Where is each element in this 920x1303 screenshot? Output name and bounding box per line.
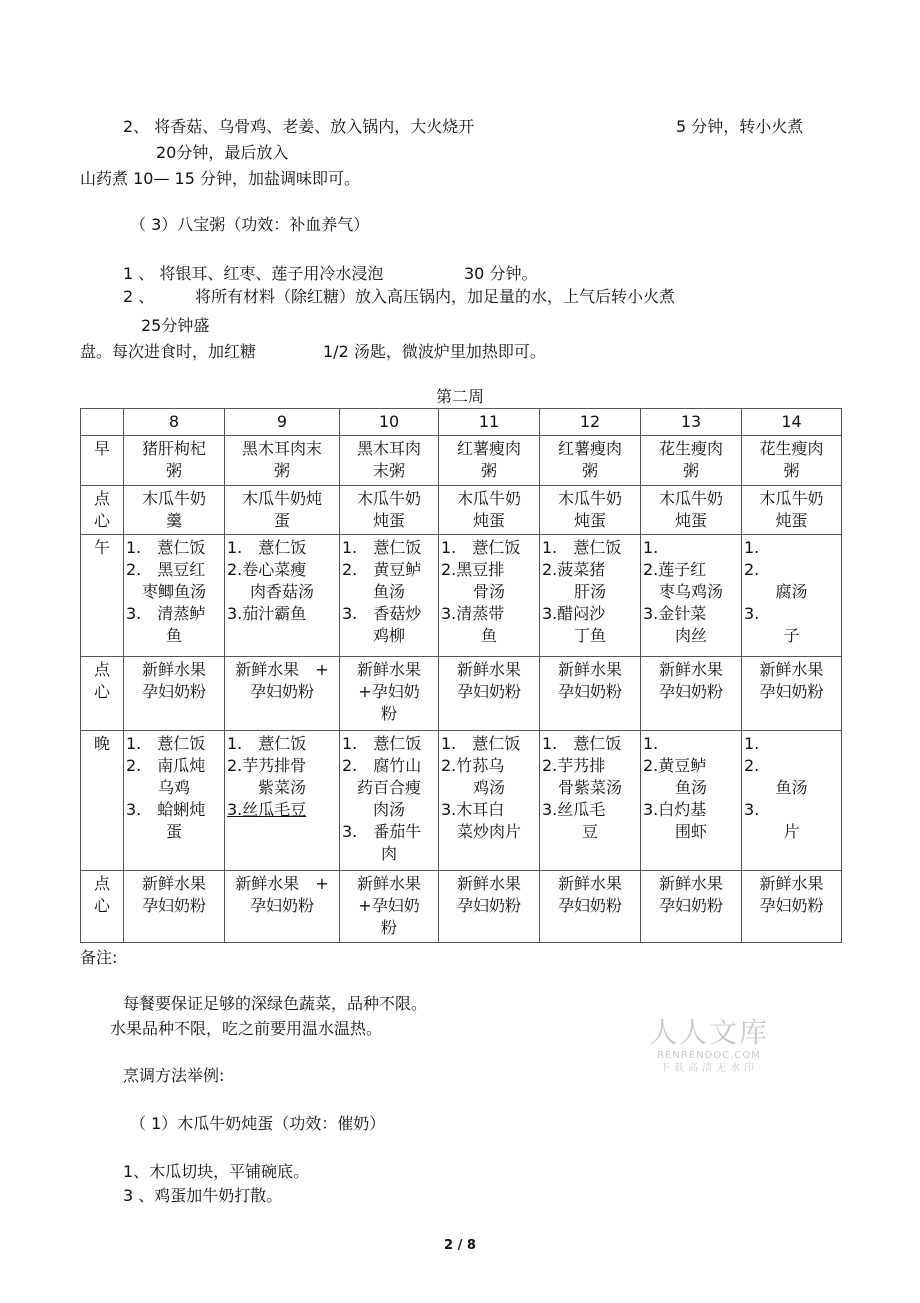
corner-cell	[81, 409, 124, 436]
menu-cell	[124, 731, 225, 871]
menu-item-text: 骨汤	[472, 582, 505, 601]
menu-item-text: 豆	[581, 822, 598, 841]
menu-item-text: 3. 蛤蜊炖	[126, 800, 206, 819]
menu-cell	[340, 871, 439, 943]
menu-cell	[439, 731, 540, 871]
day-header: 8	[124, 409, 225, 436]
menu-item-text: 孕妇奶粉	[141, 682, 206, 701]
menu-cell	[225, 731, 340, 871]
menu-cell	[439, 486, 540, 535]
menu-item-text: 木瓜牛奶	[356, 489, 421, 508]
menu-cell	[742, 657, 842, 731]
menu-item-text: 3.丝瓜毛	[542, 800, 606, 819]
menu-item-text: 肉丝	[674, 626, 707, 645]
menu-item-text: 肉汤	[372, 800, 405, 819]
menu-item-text: 花生瘦肉	[658, 439, 723, 458]
menu-item-text: 鸡汤	[472, 778, 505, 797]
menu-item-text: 孕妇奶粉	[456, 896, 521, 915]
menu-item-text: 新鲜水果	[658, 874, 723, 893]
menu-item-text: 木瓜牛奶	[557, 489, 622, 508]
menu-cell	[540, 486, 641, 535]
menu-item-text: 子	[783, 626, 800, 645]
menu-item-text: 3.清蒸带	[441, 604, 505, 623]
menu-cell	[225, 436, 340, 486]
day-header: 14	[742, 409, 842, 436]
menu-cell	[742, 871, 842, 943]
meal-label	[81, 535, 124, 657]
menu-item-text: 3.茄汁霸鱼	[227, 604, 307, 623]
recipe-1-step-3: 3 、鸡蛋加牛奶打散。	[123, 1186, 283, 1205]
menu-item-text: 孕妇奶粉	[759, 896, 824, 915]
menu-cell	[124, 657, 225, 731]
menu-cell	[540, 871, 641, 943]
menu-cell	[439, 436, 540, 486]
menu-item-text: 新鲜水果	[356, 660, 421, 679]
menu-item-text: 新鲜水果	[456, 874, 521, 893]
menu-item-text: 2. 黄豆鲈	[342, 560, 422, 579]
menu-cell	[742, 535, 842, 657]
menu-item-text: 新鲜水果	[557, 660, 622, 679]
menu-item-text: +孕妇奶	[358, 682, 420, 701]
meal-label	[81, 871, 124, 943]
menu-item-text: 2.黑豆排	[441, 560, 505, 579]
menu-item-text: 鱼汤	[674, 778, 707, 797]
table-row	[81, 535, 842, 657]
menu-item-text: 新鲜水果	[759, 874, 824, 893]
menu-item-text: 蛋	[273, 511, 290, 530]
menu-item-text: 粉	[380, 704, 397, 723]
header-row	[81, 409, 842, 436]
menu-item-text: 羹	[165, 511, 182, 530]
menu-item-text: 腐汤	[775, 582, 808, 601]
menu-cell	[540, 657, 641, 731]
menu-item-text: 蛋	[165, 822, 182, 841]
menu-item-text: 鱼汤	[775, 778, 808, 797]
menu-item-text: 2.芋艿排骨	[227, 756, 307, 775]
menu-cell	[540, 731, 641, 871]
menu-cell	[641, 731, 742, 871]
menu-cell	[641, 657, 742, 731]
menu-cell	[641, 871, 742, 943]
menu-item-text: 粥	[273, 461, 290, 480]
menu-item-text: 粉	[380, 918, 397, 937]
menu-cell	[124, 486, 225, 535]
meal-plan-table	[80, 408, 842, 943]
menu-item-text: 3.木耳白	[441, 800, 505, 819]
step-2-text-cont: 5 分钟，转小火煮	[676, 117, 804, 136]
menu-item-text: 1.	[744, 734, 760, 753]
menu-item-text: 紫菜汤	[257, 778, 306, 797]
method-title: 烹调方法举例:	[123, 1066, 225, 1085]
menu-item-text: 2. 腐竹山	[342, 756, 422, 775]
meal-label	[81, 486, 124, 535]
menu-item-text: 孕妇奶粉	[557, 896, 622, 915]
menu-item-text: 2.黄豆鲈	[643, 756, 707, 775]
menu-item-text: 花生瘦肉	[759, 439, 824, 458]
menu-item-text: 炖蛋	[372, 511, 405, 530]
recipe-3-step-1-cont: 30 分钟。	[464, 264, 538, 283]
menu-item-text: 末粥	[372, 461, 405, 480]
menu-item-text: 粥	[581, 461, 598, 480]
menu-item-text: 新鲜水果	[658, 660, 723, 679]
menu-item-text: 乌鸡	[157, 778, 190, 797]
table-row	[81, 486, 842, 535]
menu-item-text: 孕妇奶粉	[557, 682, 622, 701]
menu-cell	[540, 436, 641, 486]
menu-item-text: 枣乌鸡汤	[658, 582, 723, 601]
menu-item-text: 2.竹荪乌	[441, 756, 505, 775]
step-2-text-cont3: 山药煮 10— 15 分钟，加盐调味即可。	[80, 169, 360, 188]
table-row	[81, 731, 842, 871]
menu-cell	[439, 871, 540, 943]
menu-item-text: 2.	[744, 756, 760, 775]
menu-item-text: 孕妇奶粉	[759, 682, 824, 701]
menu-item-text: 2.芋艿排	[542, 756, 606, 775]
menu-cell	[124, 436, 225, 486]
menu-cell	[641, 436, 742, 486]
meal-label-text: 点	[93, 660, 110, 679]
meal-label-text: 早	[93, 439, 110, 458]
menu-item-text: 3.白灼基	[643, 800, 707, 819]
menu-item-text: 木瓜牛奶	[759, 489, 824, 508]
day-header: 13	[641, 409, 742, 436]
recipe-3-step-2: 将所有材料（除红糖）放入高压锅内，加足量的水，上气后转小火煮	[195, 287, 676, 306]
menu-cell	[439, 657, 540, 731]
menu-item-text: 2.菠菜猪	[542, 560, 606, 579]
recipe-3-title: （ 3）八宝粥（功效：补血养气）	[130, 215, 370, 234]
menu-item-text: 新鲜水果 +	[235, 874, 329, 893]
meal-label-text: 心	[93, 682, 110, 701]
menu-item-text: 肝汤	[573, 582, 606, 601]
menu-cell	[742, 731, 842, 871]
menu-item-text: 木瓜牛奶炖	[241, 489, 322, 508]
menu-item-text: 3. 番茄牛	[342, 822, 422, 841]
page-number: 2 / 8	[444, 1238, 476, 1253]
menu-item-text: 1. 薏仁饭	[441, 734, 521, 753]
menu-item-text: 1. 薏仁饭	[126, 734, 206, 753]
menu-item-text: 2.卷心菜瘦	[227, 560, 307, 579]
menu-cell	[225, 871, 340, 943]
meal-label	[81, 657, 124, 731]
menu-item-text: 红薯瘦肉	[456, 439, 521, 458]
menu-item-text: 3.金针菜	[643, 604, 707, 623]
menu-item-text: 丁鱼	[573, 626, 606, 645]
recipe-3-step-2-cont: 25分钟盛	[141, 316, 210, 335]
recipe-1-step-1: 1、木瓜切块，平铺碗底。	[123, 1162, 310, 1181]
menu-item-text: 药百合瘦	[356, 778, 421, 797]
menu-item-text: 新鲜水果	[356, 874, 421, 893]
step-2-text-cont2: 20分钟，最后放入	[156, 143, 289, 162]
table-row	[81, 657, 842, 731]
menu-item-text: 3. 香菇炒	[342, 604, 422, 623]
menu-item-text: 炖蛋	[674, 511, 707, 530]
recipe-3-step-2-num: 2 、	[123, 287, 155, 306]
meal-label-text: 心	[93, 896, 110, 915]
menu-cell	[340, 731, 439, 871]
menu-item-text: 2.莲子红	[643, 560, 707, 579]
menu-item-text: 1.	[643, 538, 659, 557]
meal-label-text: 点	[93, 874, 110, 893]
menu-item-text: +孕妇奶	[358, 896, 420, 915]
menu-item-text: 1. 薏仁饭	[441, 538, 521, 557]
menu-cell	[340, 436, 439, 486]
menu-item-text: 炖蛋	[472, 511, 505, 530]
menu-cell	[225, 486, 340, 535]
menu-item-text: 3. 清蒸鲈	[126, 604, 206, 623]
menu-item-text: 3.丝瓜毛豆	[227, 800, 307, 819]
meal-label-text: 晚	[93, 734, 110, 753]
step-2-text: 2、 将香菇、乌骨鸡、老姜、放入锅内，大火烧开	[123, 117, 475, 136]
table-row	[81, 436, 842, 486]
day-header: 11	[439, 409, 540, 436]
menu-cell	[124, 871, 225, 943]
menu-item-text: 1.	[744, 538, 760, 557]
menu-item-text: 孕妇奶粉	[249, 682, 314, 701]
menu-item-text: 粥	[682, 461, 699, 480]
watermark	[646, 1016, 772, 1076]
menu-item-text: 黑木耳肉	[356, 439, 421, 458]
menu-item-text: 新鲜水果	[456, 660, 521, 679]
menu-item-text: 新鲜水果 +	[235, 660, 329, 679]
menu-item-text: 1. 薏仁饭	[126, 538, 206, 557]
table-row	[81, 871, 842, 943]
menu-item-text: 新鲜水果	[759, 660, 824, 679]
notes-line-1: 每餐要保证足够的深绿色蔬菜，品种不限。	[123, 994, 428, 1013]
day-header: 10	[340, 409, 439, 436]
menu-item-text: 1. 薏仁饭	[542, 538, 622, 557]
menu-item-text: 孕妇奶粉	[141, 896, 206, 915]
menu-item-text: 新鲜水果	[141, 874, 206, 893]
menu-item-text: 3.醋闷沙	[542, 604, 606, 623]
menu-cell	[340, 486, 439, 535]
menu-cell	[742, 486, 842, 535]
menu-item-text: 菜炒肉片	[456, 822, 521, 841]
menu-item-text: 孕妇奶粉	[456, 682, 521, 701]
menu-item-text: 木瓜牛奶	[658, 489, 723, 508]
menu-item-text: 炖蛋	[573, 511, 606, 530]
menu-item-text: 1. 薏仁饭	[227, 734, 307, 753]
meal-label-text: 心	[93, 511, 110, 530]
day-header: 12	[540, 409, 641, 436]
menu-item-text: 木瓜牛奶	[141, 489, 206, 508]
menu-item-text: 新鲜水果	[141, 660, 206, 679]
menu-item-text: 孕妇奶粉	[249, 896, 314, 915]
menu-item-text: 2. 南瓜炖	[126, 756, 206, 775]
menu-item-text: 1.	[643, 734, 659, 753]
menu-item-text: 1. 薏仁饭	[342, 538, 422, 557]
menu-item-text: 粥	[480, 461, 497, 480]
day-header: 9	[225, 409, 340, 436]
recipe-1-title: （ 1）木瓜牛奶炖蛋（功效：催奶）	[130, 1114, 386, 1133]
menu-cell	[225, 657, 340, 731]
menu-cell	[225, 535, 340, 657]
menu-item-text: 1. 薏仁饭	[227, 538, 307, 557]
menu-item-text: 骨紫菜汤	[557, 778, 622, 797]
recipe-3-step-1: 1 、 将银耳、红枣、莲子用冷水浸泡	[123, 264, 384, 283]
menu-cell	[641, 535, 742, 657]
watermark-url: RENRENDOC.COM	[657, 1050, 761, 1061]
recipe-3-step-2-cont3: 1/2 汤匙，微波炉里加热即可。	[323, 342, 546, 361]
menu-item-text: 新鲜水果	[557, 874, 622, 893]
menu-item-text: 粥	[165, 461, 182, 480]
menu-item-text: 2. 黑豆红	[126, 560, 206, 579]
menu-cell	[340, 657, 439, 731]
menu-cell	[540, 535, 641, 657]
menu-item-text: 鱼	[165, 626, 182, 645]
menu-item-text: 黑木耳肉末	[241, 439, 322, 458]
menu-cell	[641, 486, 742, 535]
menu-item-text: 肉香菇汤	[249, 582, 314, 601]
menu-item-text: 红薯瘦肉	[557, 439, 622, 458]
meal-label	[81, 436, 124, 486]
menu-item-text: 鱼	[480, 626, 497, 645]
notes-label: 备注:	[80, 948, 118, 967]
meal-label-text: 午	[93, 538, 110, 557]
menu-item-text: 孕妇奶粉	[658, 682, 723, 701]
menu-item-text: 2.	[744, 560, 760, 579]
menu-item-text: 粥	[783, 461, 800, 480]
menu-item-text: 木瓜牛奶	[456, 489, 521, 508]
recipe-3-step-2-cont2: 盘。每次进食时，加红糖	[80, 342, 257, 361]
menu-item-text: 鸡柳	[372, 626, 405, 645]
watermark-brand: 人人文库	[648, 1016, 769, 1049]
menu-item-text: 猪肝枸杞	[141, 439, 206, 458]
menu-item-text: 1. 薏仁饭	[342, 734, 422, 753]
meal-label	[81, 731, 124, 871]
menu-item-text: 炖蛋	[775, 511, 808, 530]
menu-cell	[439, 535, 540, 657]
table-caption: 第二周	[435, 387, 484, 406]
menu-item-text: 鱼汤	[372, 582, 405, 601]
menu-item-text: 片	[783, 822, 800, 841]
menu-item-text: 孕妇奶粉	[658, 896, 723, 915]
menu-item-text: 3.	[744, 604, 760, 623]
menu-cell	[340, 535, 439, 657]
menu-item-text: 1. 薏仁饭	[542, 734, 622, 753]
menu-cell	[124, 535, 225, 657]
menu-cell	[742, 436, 842, 486]
menu-item-text: 围虾	[674, 822, 707, 841]
meal-label-text: 点	[93, 489, 110, 508]
menu-item-text: 肉	[380, 844, 397, 863]
menu-item-text: 3.	[744, 800, 760, 819]
watermark-subtitle: 下载高清无水印	[660, 1063, 758, 1074]
notes-line-2: 水果品种不限，吃之前要用温水温热。	[110, 1019, 383, 1038]
menu-item-text: 枣鲫鱼汤	[141, 582, 206, 601]
